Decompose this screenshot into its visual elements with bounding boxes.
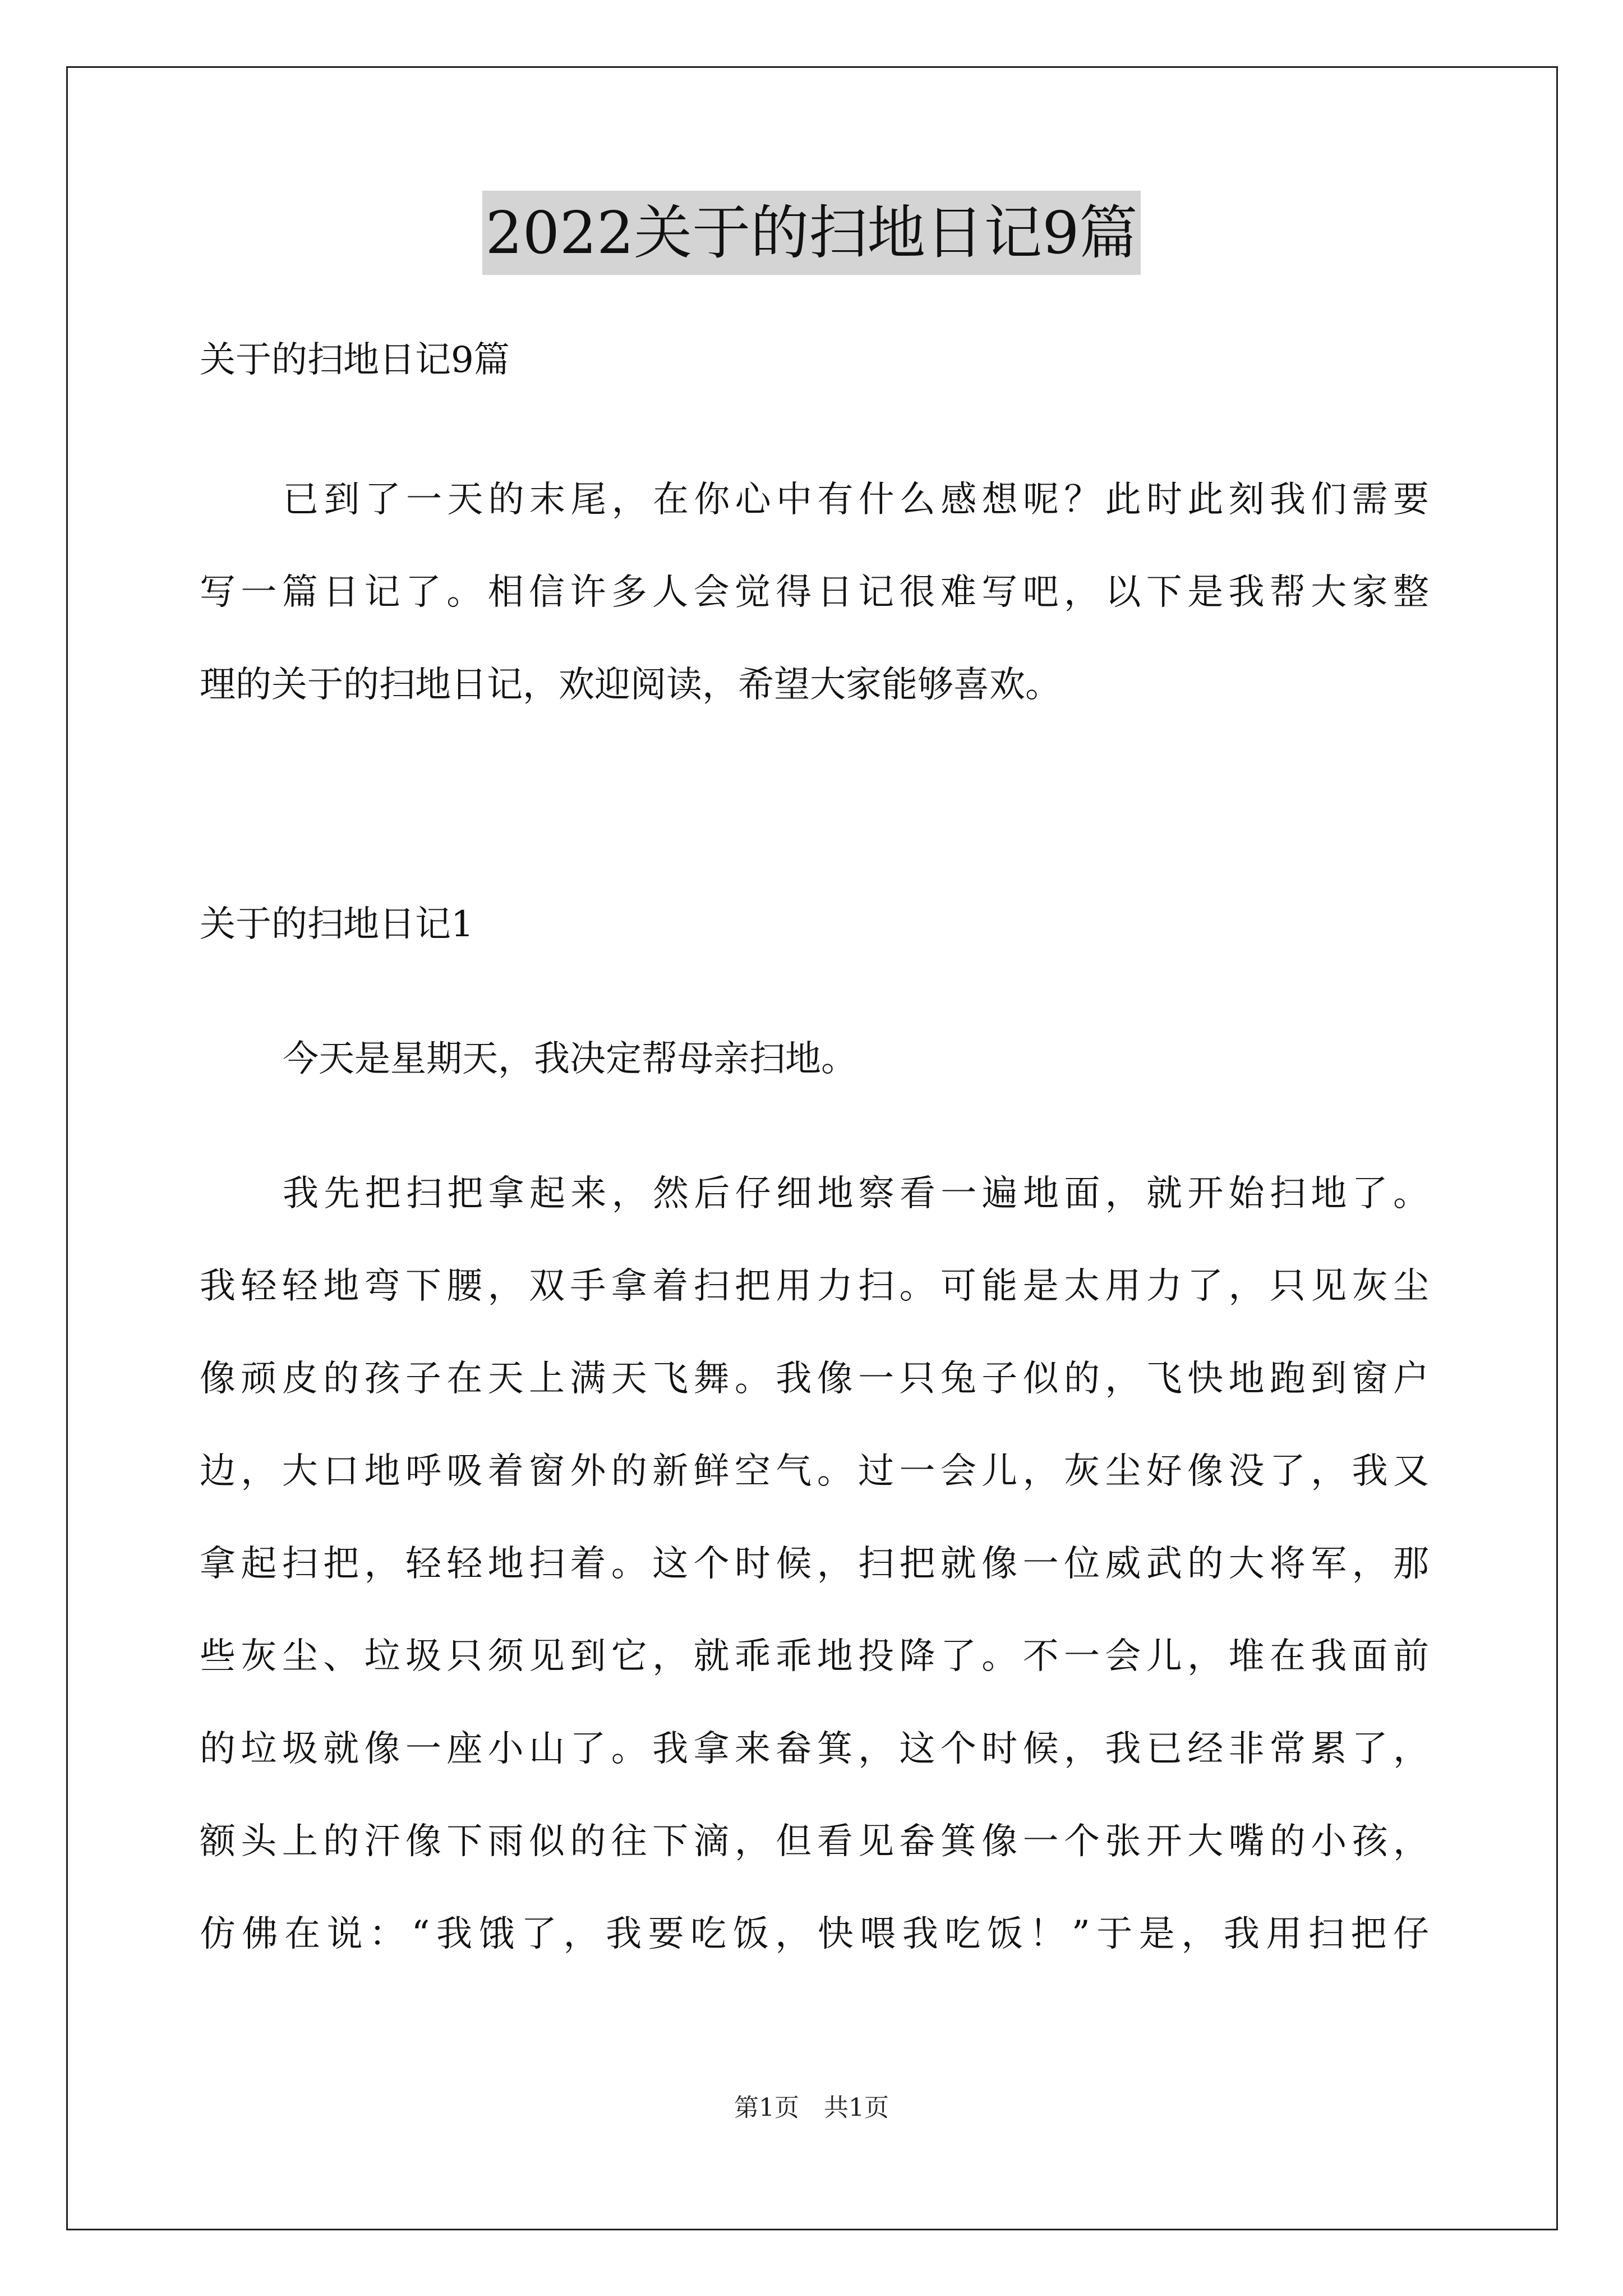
page-footer: 第1页 共1页 [734, 2093, 889, 2122]
intro-line: 已到了一天的末尾，在你心中有什么感想呢？此时此刻我们需要 [283, 479, 1429, 521]
section-heading: 关于的扫地日记1 [200, 904, 474, 945]
intro-line: 写一篇日记了。相信许多人会觉得日记很难写吧，以下是我帮大家整 [200, 572, 1429, 613]
paragraph-line: 我轻轻地弯下腰，双手拿着扫把用力扫。可能是太用力了，只见灰尘 [200, 1266, 1429, 1307]
paragraph-2 [200, 1148, 1429, 1981]
paragraph-line: 像顽皮的孩子在天上满天飞舞。我像一只兔子似的，飞快地跑到窗户 [200, 1358, 1429, 1400]
document-body [200, 314, 1429, 1981]
paragraph-line: 拿起扫把，轻轻地扫着。这个时候，扫把就像一位威武的大将军，那 [200, 1543, 1429, 1585]
spacer [200, 1106, 1429, 1148]
paragraph-line: 的垃圾就像一座小山了。我拿来畚箕，这个时候，我已经非常累了， [200, 1728, 1429, 1770]
paragraph-line: 额头上的汗像下雨似的往下滴，但看见畚箕像一个张开大嘴的小孩， [200, 1821, 1429, 1862]
document-title: 2022关于的扫地日记9篇 [482, 191, 1141, 275]
intro-line: 理的关于的扫地日记，欢迎阅读，希望大家能够喜欢。 [200, 664, 1061, 706]
spacer [200, 731, 1429, 878]
paragraph-line: 边，大口地呼吸着窗外的新鲜空气。过一会儿，灰尘好像没了，我又 [200, 1451, 1429, 1492]
document-subtitle: 关于的扫地日记9篇 [200, 339, 510, 381]
paragraph-line: 些灰尘、垃圾只须见到它，就乖乖地投降了。不一会儿，堆在我面前 [200, 1636, 1429, 1677]
paragraph-line: 今天是星期天，我决定帮母亲扫地。 [283, 1038, 857, 1080]
paragraph-1 [200, 1013, 1429, 1106]
paragraph-line: 仿佛在说：“我饿了，我要吃饭，快喂我吃饭！”于是，我用扫把仔 [200, 1913, 1429, 1955]
title-container [0, 191, 1623, 275]
paragraph-line: 我先把扫把拿起来，然后仔细地察看一遍地面，就开始扫地了。 [283, 1173, 1429, 1214]
intro-paragraph [200, 454, 1429, 731]
